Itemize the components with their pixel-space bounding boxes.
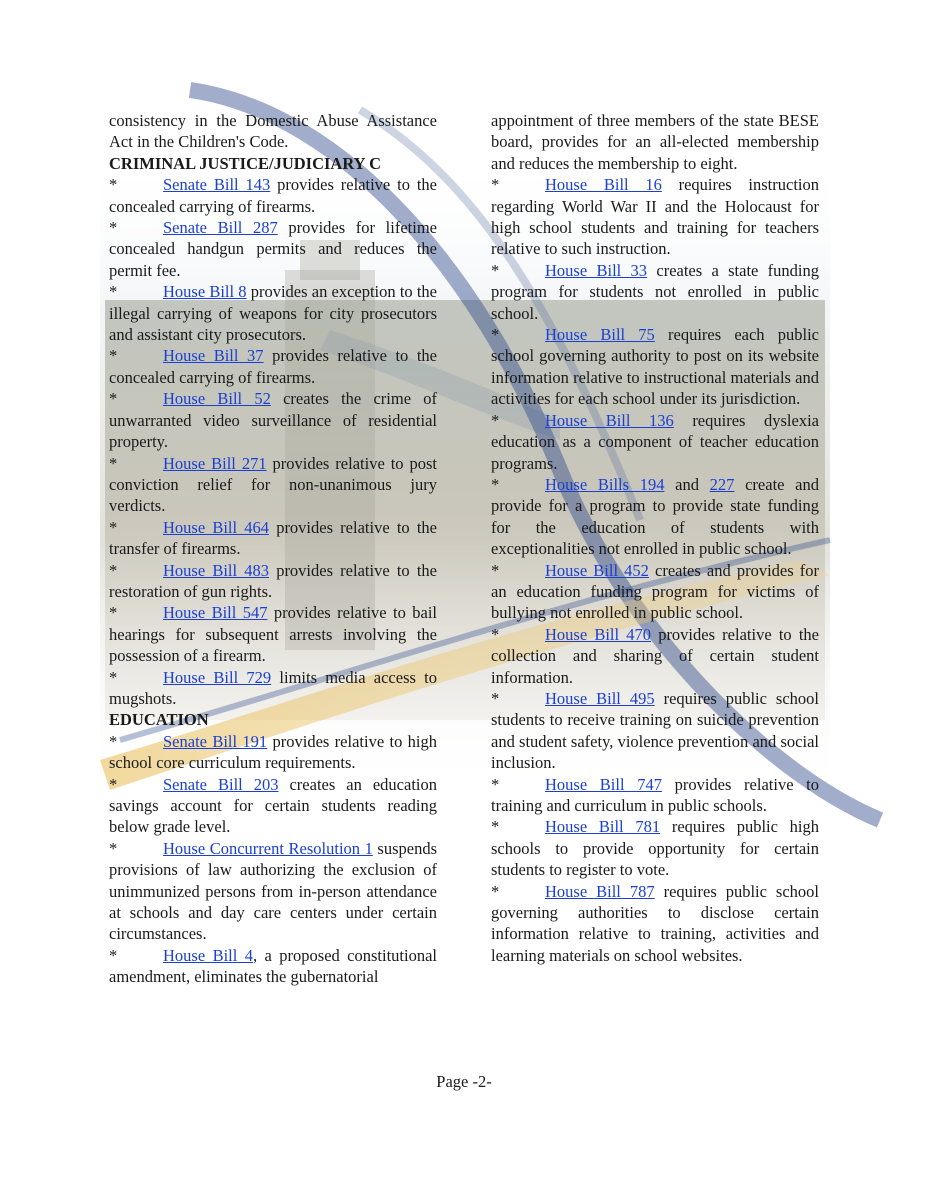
list-item: * House Bill 495 requires public school students to receive training on suicide prevention and student safety, violence prevention and social inclusion.	[491, 688, 820, 773]
list-item: * Senate Bill 191 provides relative to high school core curriculum requirements.	[109, 731, 437, 773]
bill-link[interactable]: House Bill 452	[545, 560, 649, 580]
bullet-star: *	[109, 282, 118, 302]
bullet-star: *	[109, 453, 118, 473]
bill-link[interactable]: House Bill 16	[545, 175, 662, 195]
bill-link[interactable]: House Bill 787	[545, 881, 655, 901]
bill-link[interactable]: Senate Bill 287	[163, 218, 278, 238]
bullet-star: *	[491, 175, 500, 195]
list-item: * House Bill 75 requires each public school governing authority to post on its website information relative to instructional materials and activities for each school under its jurisdiction.	[491, 325, 819, 409]
list-item: * House Bill 271 provides relative to post conviction relief for non-unanimous jury verdicts.	[109, 453, 438, 516]
bullet-star: *	[491, 881, 500, 901]
left-column	[109, 110, 437, 988]
right-intro-text: appointment of three members of the state BESE board, provides for an all-elected membership and reduces the membership to eight.	[491, 111, 819, 173]
list-item: * House Bill 452 creates and provides for an education funding program for victims of bullying not enrolled in public school.	[491, 560, 819, 623]
bill-link[interactable]: House Bill 495	[545, 688, 655, 708]
bullet-star: *	[109, 560, 118, 580]
list-item: * House Bill 729 limits media access to mugshots.	[109, 667, 437, 708]
bullet-star: *	[109, 517, 118, 537]
bill-link[interactable]: House Bill 547	[163, 603, 268, 623]
bill-link[interactable]: Senate Bill 191	[163, 731, 268, 751]
bullet-star: *	[109, 667, 118, 687]
list-item: * House Bill 33 creates a state funding program for students not enrolled in public school.	[491, 260, 820, 323]
bill-link[interactable]: House Bill 37	[163, 346, 264, 366]
bill-link[interactable]: House Bill 8	[163, 282, 247, 302]
bill-link[interactable]: Senate Bill 203	[163, 774, 279, 794]
bullet-star: *	[109, 175, 118, 195]
bill-link[interactable]: 227	[709, 474, 735, 494]
list-item: * Senate Bill 203 creates an education savings account for certain students reading below grade level.	[109, 774, 437, 837]
section-heading-education: EDUCATION	[109, 710, 209, 730]
bill-link[interactable]: House Bill 52	[163, 389, 271, 409]
bullet-star: *	[491, 474, 500, 494]
right-column	[491, 110, 819, 966]
bullet-star: *	[109, 838, 118, 858]
bullet-star: *	[491, 325, 500, 345]
bullet-star: *	[109, 218, 118, 238]
bullet-star: *	[109, 945, 118, 965]
bullet-star: *	[491, 688, 500, 708]
list-item: * House Bill 781 requires public high schools to provide opportunity for certain students to register to vote.	[491, 817, 820, 880]
list-item: * House Bill 4, a proposed constitutional amendment, eliminates the gubernatorial	[109, 945, 437, 987]
list-item: * House Bill 787 requires public school governing authorities to disclose certain information relative to training, activities and learning materials on school websites.	[491, 881, 820, 965]
bill-link[interactable]: House Bill 470	[545, 624, 652, 644]
bill-link[interactable]: House Bill 271	[163, 453, 267, 473]
bullet-star: *	[491, 817, 500, 837]
bullet-star: *	[109, 389, 118, 409]
left-intro-text: consistency in the Domestic Abuse Assistance Act in the Children's Code.	[109, 111, 437, 152]
bill-link[interactable]: House Bill 136	[545, 410, 674, 430]
bill-link[interactable]: House Bill 464	[163, 517, 270, 537]
list-item: * House Bill 136 requires dyslexia education as a component of teacher education programs.	[491, 410, 819, 473]
bill-link[interactable]: Senate Bill 143	[163, 175, 271, 195]
bill-link[interactable]: House Bill 483	[163, 560, 270, 580]
bullet-star: *	[491, 260, 500, 280]
bill-link[interactable]: House Bills 194	[545, 474, 665, 494]
list-item: * House Bill 470 provides relative to the collection and sharing of certain student information.	[491, 624, 819, 687]
bullet-star: *	[491, 410, 500, 430]
bill-link[interactable]: House Bill 75	[545, 325, 655, 345]
bill-link[interactable]: House Bill 33	[545, 260, 648, 280]
bill-link[interactable]: House Bill 781	[545, 817, 661, 837]
list-item: * House Bill 747 provides relative to training and curriculum in public schools.	[491, 774, 819, 815]
bill-link[interactable]: House Concurrent Resolution 1	[163, 838, 373, 858]
bullet-star: *	[109, 346, 118, 366]
section-heading-criminal-justice: CRIMINAL JUSTICE/JUDICIARY C	[109, 153, 382, 173]
list-item: * Senate Bill 143 provides relative to the concealed carrying of firearms.	[109, 175, 437, 216]
bullet-star: *	[109, 731, 118, 751]
bullet-star: *	[109, 603, 118, 623]
list-item: * House Bill 37 provides relative to the concealed carrying of firearms.	[109, 346, 437, 387]
list-item: * House Concurrent Resolution 1 suspends provisions of law authorizing the exclusion of unimmunized persons from in-person attendance at schools and day care centers under certain circumstances.	[109, 838, 437, 944]
bill-link[interactable]: House Bill 747	[545, 774, 662, 794]
page-number: Page -2-	[436, 1072, 492, 1091]
list-item: * House Bills 194 and 227 create and provide for a program to provide state funding for the education of students with exceptionalities not enrolled in public school.	[491, 474, 819, 559]
bullet-star: *	[491, 774, 500, 794]
bullet-star: *	[109, 774, 118, 794]
bill-link[interactable]: House Bill 729	[163, 667, 272, 687]
list-item: * House Bill 547 provides relative to bail hearings for subsequent arrests involving the possession of a firearm.	[109, 603, 438, 666]
bill-link[interactable]: House Bill 4	[163, 945, 253, 965]
list-item: * Senate Bill 287 provides for lifetime concealed handgun permits and reduces the permit fee.	[109, 218, 437, 280]
list-item: * House Bill 464 provides relative to the transfer of firearms.	[109, 517, 437, 559]
list-item: * House Bill 483 provides relative to the restoration of gun rights.	[109, 560, 437, 601]
list-item: * House Bill 8 provides an exception to the illegal carrying of weapons for city prosecutors and assistant city prosecutors.	[109, 282, 438, 345]
bullet-star: *	[491, 624, 500, 644]
list-item: * House Bill 16 requires instruction regarding World War II and the Holocaust for high school students and training for teachers relative to such instruction.	[491, 175, 820, 259]
bullet-star: *	[491, 560, 500, 580]
list-item: * House Bill 52 creates the crime of unwarranted video surveillance of residential property.	[109, 389, 437, 452]
